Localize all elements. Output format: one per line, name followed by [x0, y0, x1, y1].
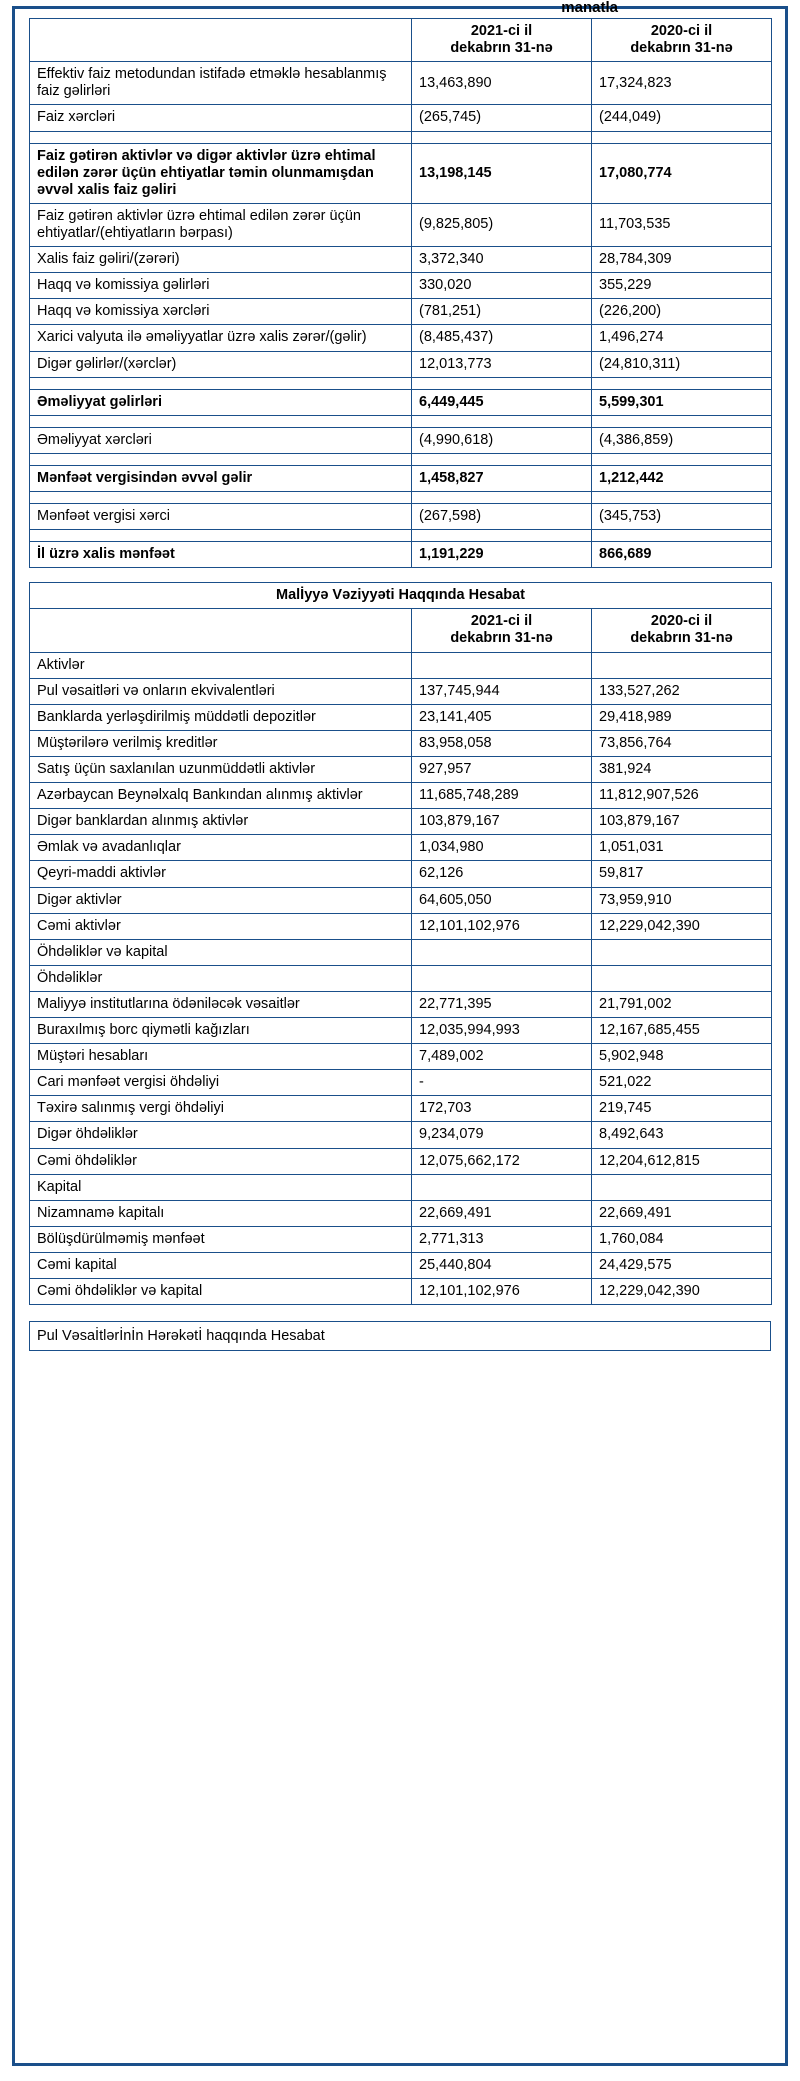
row-value-2021: (781,251): [412, 299, 592, 325]
row-value-2020: 355,229: [592, 273, 772, 299]
row-value-2021: 12,075,662,172: [412, 1148, 592, 1174]
row-value-2020: 73,856,764: [592, 730, 772, 756]
row-value-2020: 12,204,612,815: [592, 1148, 772, 1174]
row-label: Digər öhdəliklər: [30, 1122, 412, 1148]
row-label: Öhdəliklər: [30, 965, 412, 991]
row-label: Kapital: [30, 1174, 412, 1200]
row-value-2021: [412, 1174, 592, 1200]
table-gap: [22, 568, 778, 582]
row-value-2020: 8,492,643: [592, 1122, 772, 1148]
row-label: Təxirə salınmış vergi öhdəliyi: [30, 1096, 412, 1122]
spacer-cell: [592, 415, 772, 427]
table-row: [30, 1122, 772, 1148]
row-label: Faiz gətirən aktivlər və digər aktivlər üzrə ehtimal edilən zərər üçün ehtiyatlar təmin olunmamışdan əvvəl xalis faiz gəliri: [30, 143, 412, 203]
table-spacer-row: [30, 415, 772, 427]
income-statement-header-row: [30, 19, 772, 62]
row-value-2021: 1,034,980: [412, 835, 592, 861]
header-2020-line1: 2020-ci il: [650, 23, 713, 39]
row-label: Xalis faiz gəliri/(zərəri): [30, 247, 412, 273]
row-value-2021: 7,489,002: [412, 1044, 592, 1070]
row-label: Qeyri-maddi aktivlər: [30, 861, 412, 887]
row-label: Mənfəət vergisi xərci: [30, 503, 412, 529]
table-row: [30, 1044, 772, 1070]
row-value-2021: 2,771,313: [412, 1226, 592, 1252]
row-value-2020: 5,599,301: [592, 389, 772, 415]
row-value-2021: 62,126: [412, 861, 592, 887]
row-value-2020: 5,902,948: [592, 1044, 772, 1070]
row-value-2021: 12,101,102,976: [412, 1279, 592, 1305]
bs-header-2021-line1: 2021-ci il: [470, 613, 533, 630]
row-value-2020: 17,080,774: [592, 143, 772, 203]
row-value-2021: 13,198,145: [412, 143, 592, 203]
row-value-2020: 73,959,910: [592, 887, 772, 913]
row-value-2020: 29,418,989: [592, 704, 772, 730]
table-row: [30, 1253, 772, 1279]
row-value-2020: 17,324,823: [592, 62, 772, 105]
row-value-2020: 21,791,002: [592, 991, 772, 1017]
balance-sheet-header-row: [30, 609, 772, 652]
row-value-2020: 521,022: [592, 1070, 772, 1096]
row-value-2020: [592, 652, 772, 678]
row-value-2021: -: [412, 1070, 592, 1096]
row-label: Buraxılmış borc qiymətli kağızları: [30, 1018, 412, 1044]
table-spacer-row: [30, 131, 772, 143]
table-row: [30, 1279, 772, 1305]
row-label: Cari mənfəət vergisi öhdəliyi: [30, 1070, 412, 1096]
income-statement-body: [30, 62, 772, 568]
table-row: [30, 503, 772, 529]
table-row: [30, 835, 772, 861]
row-label: Banklarda yerləşdirilmiş müddətli depozitlər: [30, 704, 412, 730]
row-value-2021: (267,598): [412, 503, 592, 529]
table-row: [30, 913, 772, 939]
spacer-cell: [30, 377, 412, 389]
balance-sheet-table: [29, 582, 772, 1305]
table-spacer-row: [30, 491, 772, 503]
row-label: Nizamnamə kapitalı: [30, 1200, 412, 1226]
row-label: Pul vəsaitləri və onların ekvivalentləri: [30, 678, 412, 704]
table-row: [30, 389, 772, 415]
row-value-2020: (226,200): [592, 299, 772, 325]
row-value-2021: [412, 965, 592, 991]
row-label: Əməliyyat gəlirləri: [30, 389, 412, 415]
header-2021-line2: dekabrın 31-nə: [450, 40, 553, 57]
table-row: [30, 887, 772, 913]
table-row: [30, 465, 772, 491]
income-statement-table: [29, 18, 772, 568]
row-value-2020: 103,879,167: [592, 809, 772, 835]
table-row: [30, 1018, 772, 1044]
row-label: Faiz xərcləri: [30, 105, 412, 131]
spacer-cell: [412, 491, 592, 503]
row-value-2020: (4,386,859): [592, 427, 772, 453]
row-value-2020: [592, 1174, 772, 1200]
table-row: [30, 299, 772, 325]
balance-sheet-body: [30, 652, 772, 1305]
table-row: [30, 652, 772, 678]
table-row: [30, 105, 772, 131]
row-label: Mənfəət vergisindən əvvəl gəlir: [30, 465, 412, 491]
spacer-cell: [30, 530, 412, 542]
header-2021: [412, 19, 592, 62]
table-row: [30, 62, 772, 105]
row-value-2020: 1,051,031: [592, 835, 772, 861]
header-2020-line2: dekabrın 31-nə: [630, 40, 733, 57]
row-value-2020: (24,810,311): [592, 351, 772, 377]
row-value-2021: 12,013,773: [412, 351, 592, 377]
row-label: Digər aktivlər: [30, 887, 412, 913]
row-value-2020: 28,784,309: [592, 247, 772, 273]
row-value-2021: 172,703: [412, 1096, 592, 1122]
row-value-2021: 12,035,994,993: [412, 1018, 592, 1044]
spacer-cell: [30, 491, 412, 503]
row-value-2020: 219,745: [592, 1096, 772, 1122]
row-value-2020: 133,527,262: [592, 678, 772, 704]
row-value-2020: 22,669,491: [592, 1200, 772, 1226]
row-label: İl üzrə xalis mənfəət: [30, 542, 412, 568]
row-label: Bölüşdürülməmiş mənfəət: [30, 1226, 412, 1252]
row-value-2021: 103,879,167: [412, 809, 592, 835]
spacer-cell: [412, 530, 592, 542]
row-label: Cəmi aktivlər: [30, 913, 412, 939]
row-label: Xarici valyuta ilə əməliyyatlar üzrə xalis zərər/(gəlir): [30, 325, 412, 351]
row-value-2020: 11,703,535: [592, 203, 772, 246]
cash-flow-section-table: [29, 1321, 771, 1351]
bs-header-2021-line2: dekabrın 31-nə: [450, 630, 553, 647]
table-row: [30, 1148, 772, 1174]
table-row: [30, 1226, 772, 1252]
spacer-cell: [592, 530, 772, 542]
row-value-2021: 927,957: [412, 756, 592, 782]
spacer-cell: [592, 377, 772, 389]
row-value-2020: [592, 965, 772, 991]
row-value-2020: 381,924: [592, 756, 772, 782]
row-value-2020: [592, 939, 772, 965]
row-value-2021: 330,020: [412, 273, 592, 299]
row-value-2021: 64,605,050: [412, 887, 592, 913]
row-label: Haqq və komissiya xərcləri: [30, 299, 412, 325]
row-value-2021: (9,825,805): [412, 203, 592, 246]
row-value-2020: (244,049): [592, 105, 772, 131]
row-label: Cəmi öhdəliklər və kapital: [30, 1279, 412, 1305]
row-label: Müştəri hesabları: [30, 1044, 412, 1070]
row-value-2021: 25,440,804: [412, 1253, 592, 1279]
table-row: [30, 203, 772, 246]
row-value-2021: 22,669,491: [412, 1200, 592, 1226]
row-value-2020: 12,229,042,390: [592, 913, 772, 939]
spacer-cell: [30, 415, 412, 427]
row-label: Azərbaycan Beynəlxalq Bankından alınmış aktivlər: [30, 783, 412, 809]
row-label: Faiz gətirən aktivlər üzrə ehtimal edilən zərər üçün ehtiyatlar/(ehtiyatların bərpası): [30, 203, 412, 246]
table-row: [30, 542, 772, 568]
spacer-cell: [412, 131, 592, 143]
table-row: [30, 809, 772, 835]
row-label: Digər banklardan alınmış aktivlər: [30, 809, 412, 835]
row-label: Effektiv faiz metodundan istifadə etməklə hesablanmış faiz gəlirləri: [30, 62, 412, 105]
table-row: [30, 1070, 772, 1096]
row-label: Öhdəliklər və kapital: [30, 939, 412, 965]
row-label: Aktivlər: [30, 652, 412, 678]
spacer-cell: [30, 131, 412, 143]
row-value-2021: 3,372,340: [412, 247, 592, 273]
row-value-2021: 1,191,229: [412, 542, 592, 568]
row-value-2021: 137,745,944: [412, 678, 592, 704]
bs-header-2021: [412, 609, 592, 652]
row-value-2020: 866,689: [592, 542, 772, 568]
currency-units-note: manatla: [561, 0, 618, 16]
row-value-2021: 13,463,890: [412, 62, 592, 105]
row-value-2020: 12,167,685,455: [592, 1018, 772, 1044]
table-row: [30, 756, 772, 782]
table-row: [30, 247, 772, 273]
row-value-2021: 6,449,445: [412, 389, 592, 415]
row-value-2021: 11,685,748,289: [412, 783, 592, 809]
spacer-cell: [412, 377, 592, 389]
row-value-2021: (265,745): [412, 105, 592, 131]
row-label: Maliyyə institutlarına ödəniləcək vəsaitlər: [30, 991, 412, 1017]
row-value-2020: 1,760,084: [592, 1226, 772, 1252]
row-value-2020: 59,817: [592, 861, 772, 887]
spacer-cell: [592, 131, 772, 143]
bs-header-2020-line2: dekabrın 31-nə: [630, 630, 733, 647]
row-value-2020: 1,212,442: [592, 465, 772, 491]
table-row: [30, 783, 772, 809]
row-value-2021: 1,458,827: [412, 465, 592, 491]
bs-header-2020: [592, 609, 772, 652]
table-row: [30, 1174, 772, 1200]
row-label: Əmlak və avadanlıqlar: [30, 835, 412, 861]
table-row: [30, 273, 772, 299]
header-empty-cell: [30, 19, 412, 62]
row-value-2021: 9,234,079: [412, 1122, 592, 1148]
row-value-2021: [412, 652, 592, 678]
spacer-cell: [592, 491, 772, 503]
table-row: [30, 861, 772, 887]
table-row: [30, 427, 772, 453]
spacer-cell: [412, 453, 592, 465]
row-value-2021: 23,141,405: [412, 704, 592, 730]
row-value-2020: (345,753): [592, 503, 772, 529]
spacer-cell: [592, 453, 772, 465]
row-label: Haqq və komissiya gəlirləri: [30, 273, 412, 299]
table-row: [30, 965, 772, 991]
header-2021-line1: 2021-ci il: [470, 23, 533, 39]
cash-flow-title-row: [30, 1322, 771, 1351]
row-value-2020: 24,429,575: [592, 1253, 772, 1279]
row-value-2020: 1,496,274: [592, 325, 772, 351]
bs-header-empty-cell: [30, 609, 412, 652]
header-2020: [592, 19, 772, 62]
bs-header-2020-line1: 2020-ci il: [650, 613, 713, 630]
row-label: Cəmi kapital: [30, 1253, 412, 1279]
table-row: [30, 1200, 772, 1226]
row-label: Əməliyyat xərcləri: [30, 427, 412, 453]
table-row: [30, 143, 772, 203]
table-row: [30, 704, 772, 730]
table-row: [30, 939, 772, 965]
spacer-cell: [30, 453, 412, 465]
row-value-2021: (4,990,618): [412, 427, 592, 453]
row-value-2021: [412, 939, 592, 965]
table-row: [30, 991, 772, 1017]
table-row: [30, 730, 772, 756]
balance-sheet-title-row: [30, 583, 772, 609]
table-row: [30, 351, 772, 377]
row-label: Cəmi öhdəliklər: [30, 1148, 412, 1174]
row-value-2021: 22,771,395: [412, 991, 592, 1017]
table-spacer-row: [30, 377, 772, 389]
row-value-2021: 83,958,058: [412, 730, 592, 756]
table-row: [30, 325, 772, 351]
table-spacer-row: [30, 453, 772, 465]
row-value-2020: 12,229,042,390: [592, 1279, 772, 1305]
cash-flow-title: Pul Vəsaİtlərİnİn Hərəkətİ haqqında Hesabat: [30, 1322, 771, 1351]
balance-sheet-title: Malİyyə Vəziyyəti Haqqında Hesabat: [30, 583, 772, 609]
row-label: Müştərilərə verilmiş kreditlər: [30, 730, 412, 756]
row-value-2020: 11,812,907,526: [592, 783, 772, 809]
row-label: Satış üçün saxlanılan uzunmüddətli aktivlər: [30, 756, 412, 782]
table-row: [30, 678, 772, 704]
row-value-2021: (8,485,437): [412, 325, 592, 351]
spacer-cell: [412, 415, 592, 427]
row-value-2021: 12,101,102,976: [412, 913, 592, 939]
row-label: Digər gəlirlər/(xərclər): [30, 351, 412, 377]
table-spacer-row: [30, 530, 772, 542]
table-row: [30, 1096, 772, 1122]
